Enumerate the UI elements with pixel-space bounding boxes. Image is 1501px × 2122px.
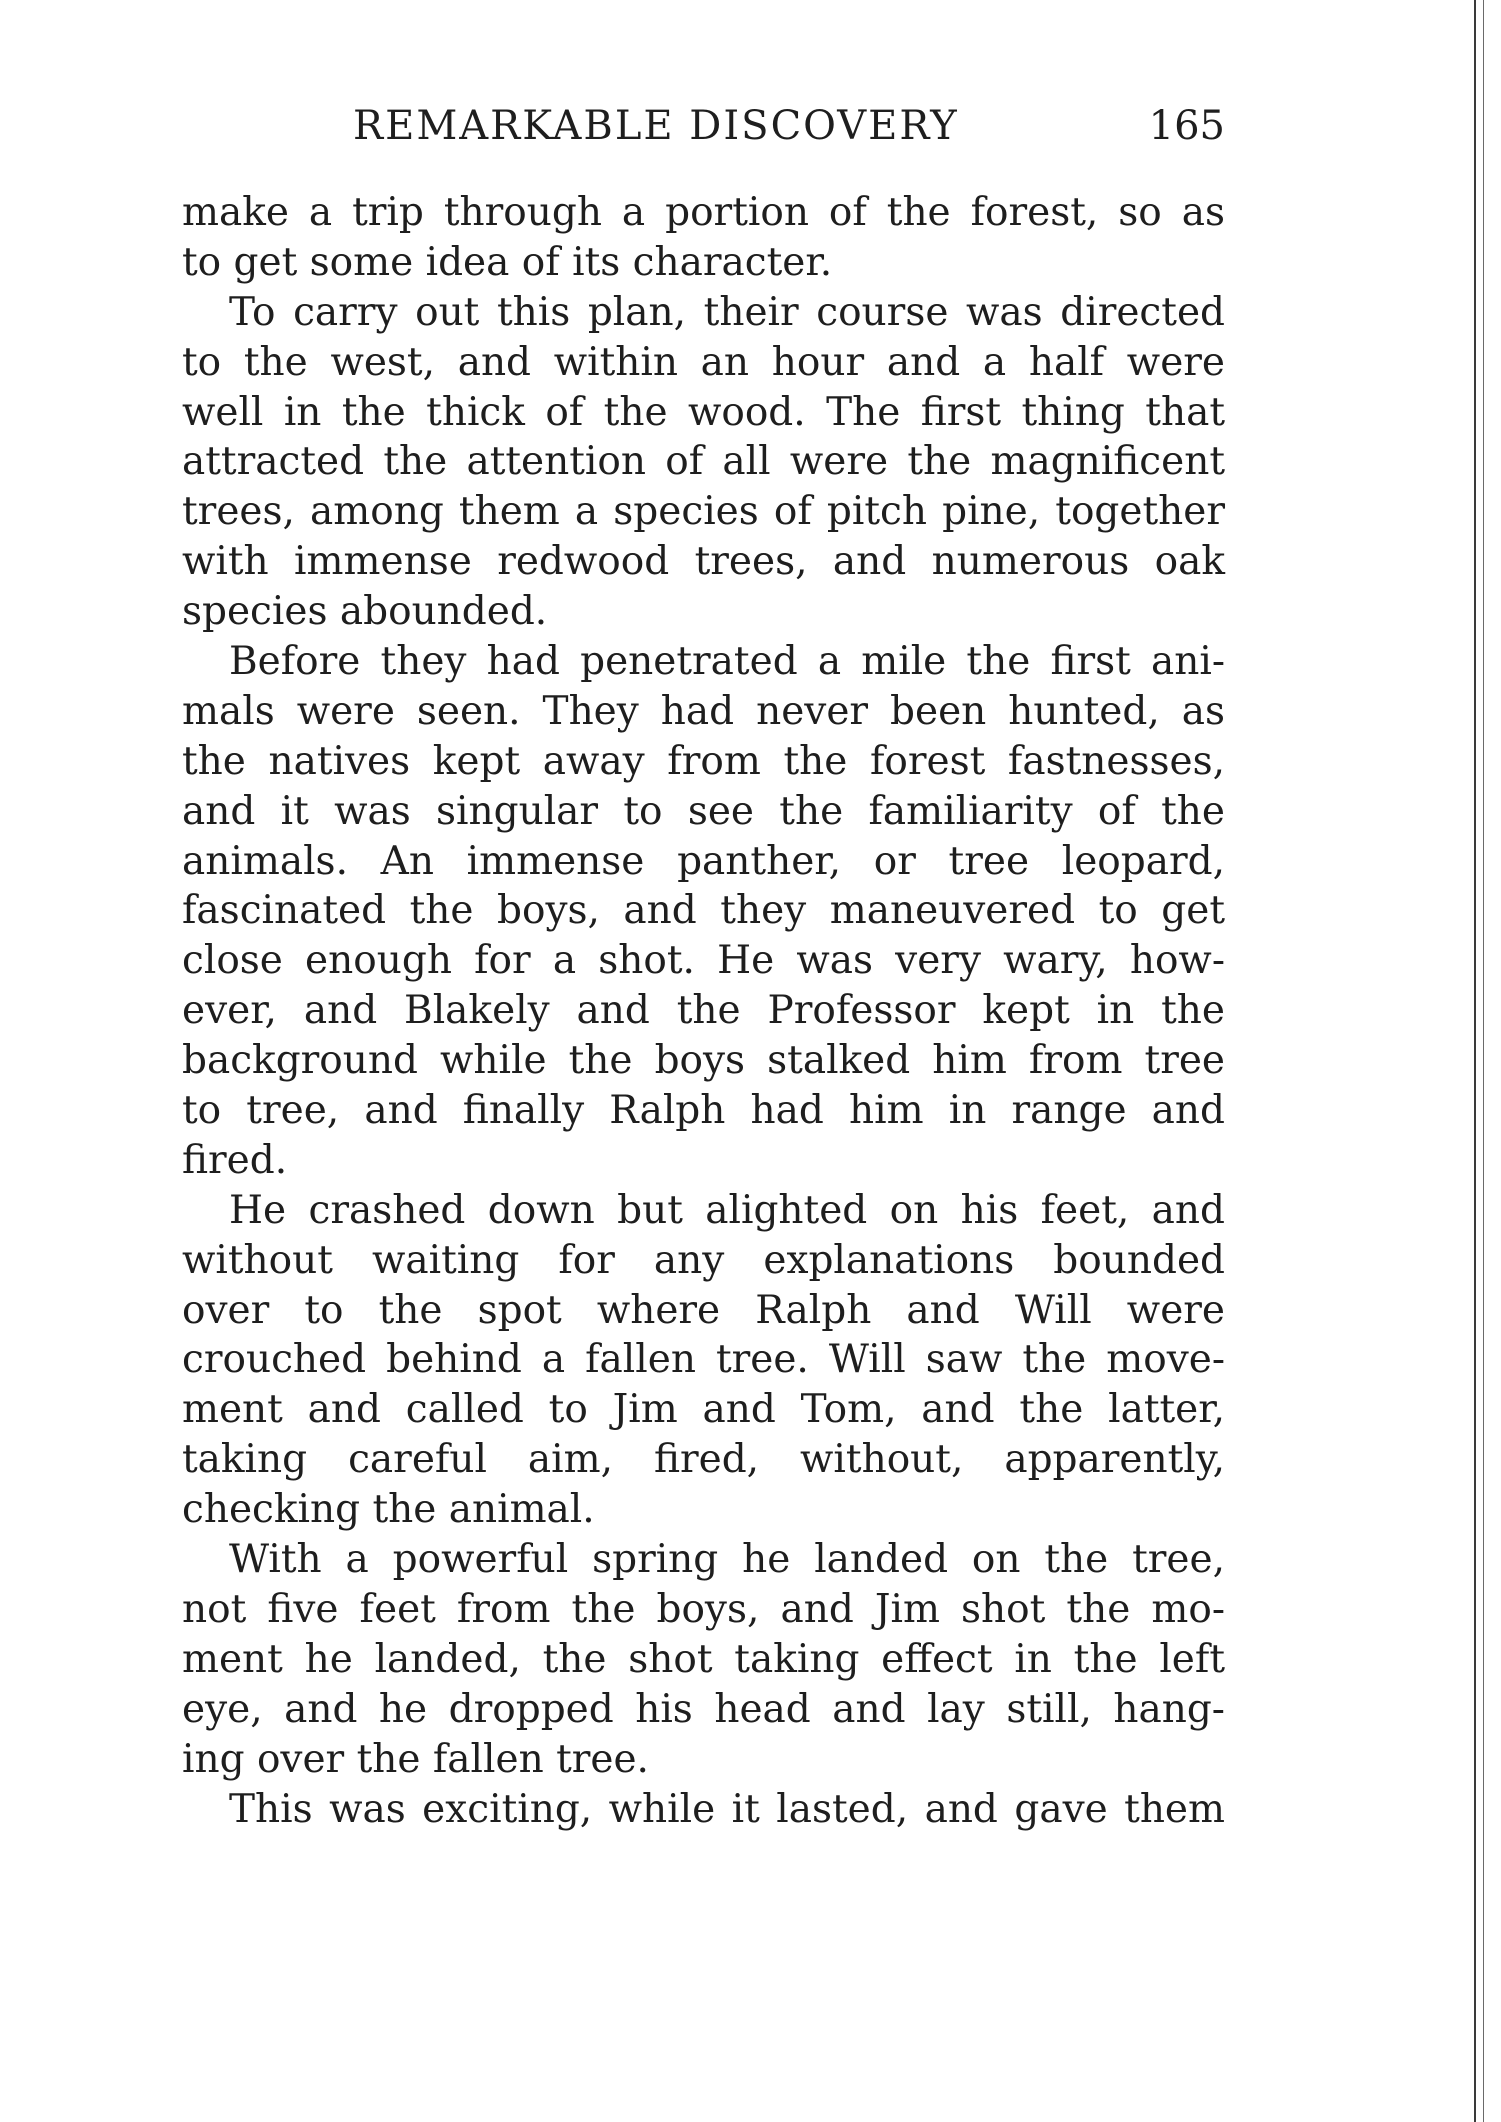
text-line: to the west, and within an hour and a half were	[182, 339, 1225, 385]
body-text	[182, 188, 1225, 1834]
text-line: fired.	[182, 1137, 288, 1183]
text-line: Before they had penetrated a mile the first ani-	[229, 639, 1225, 685]
text-line: with immense redwood trees, and numerous oak	[182, 539, 1225, 585]
text-line: To carry out this plan, their course was directed	[229, 289, 1225, 335]
text-line: well in the thick of the wood. The first thing that	[182, 389, 1225, 435]
running-title: REMARKABLE DISCOVERY	[353, 103, 959, 149]
text-line: He crashed down but alighted on his feet, and	[229, 1187, 1225, 1233]
text-line: taking careful aim, fired, without, apparently,	[182, 1437, 1225, 1483]
text-line: to tree, and finally Ralph had him in range and	[182, 1088, 1225, 1134]
text-line: attracted the attention of all were the magnificent	[182, 439, 1225, 485]
text-line: the natives kept away from the forest fastnesses,	[182, 738, 1225, 784]
text-line: to get some idea of its character.	[182, 239, 833, 285]
text-line: ing over the fallen tree.	[182, 1736, 649, 1782]
text-line: fascinated the boys, and they maneuvered to get	[182, 888, 1225, 934]
text-line: animals. An immense panther, or tree leopard,	[182, 838, 1225, 884]
text-line: checking the animal.	[182, 1487, 595, 1533]
text-line: ment and called to Jim and Tom, and the latter,	[182, 1387, 1225, 1433]
text-line: without waiting for any explanations bounded	[182, 1237, 1225, 1283]
margin-rule	[1474, 0, 1476, 2122]
text-line: ever, and Blakely and the Professor kept in the	[182, 988, 1225, 1034]
page-number: 165	[1148, 103, 1225, 149]
text-line: crouched behind a fallen tree. Will saw the move-	[182, 1337, 1225, 1383]
text-line: mals were seen. They had never been hunted, as	[182, 688, 1225, 734]
text-line: ment he landed, the shot taking effect in the left	[182, 1636, 1225, 1682]
text-line: close enough for a shot. He was very wary, how-	[182, 938, 1225, 984]
text-line: species abounded.	[182, 589, 548, 635]
margin-rule	[1483, 0, 1484, 2122]
text-line: This was exciting, while it lasted, and gave them	[229, 1786, 1225, 1832]
text-line: trees, among them a species of pitch pine, together	[182, 489, 1225, 535]
text-line: over to the spot where Ralph and Will were	[182, 1287, 1225, 1333]
text-line: not five feet from the boys, and Jim shot the mo-	[182, 1586, 1225, 1632]
text-line: and it was singular to see the familiarity of the	[182, 788, 1225, 834]
text-line: make a trip through a portion of the forest, so as	[182, 190, 1225, 235]
text-line: background while the boys stalked him from tree	[182, 1038, 1225, 1084]
running-head	[353, 103, 1225, 163]
text-line: eye, and he dropped his head and lay still, hang-	[182, 1686, 1225, 1732]
text-line: With a powerful spring he landed on the tree,	[229, 1537, 1225, 1583]
